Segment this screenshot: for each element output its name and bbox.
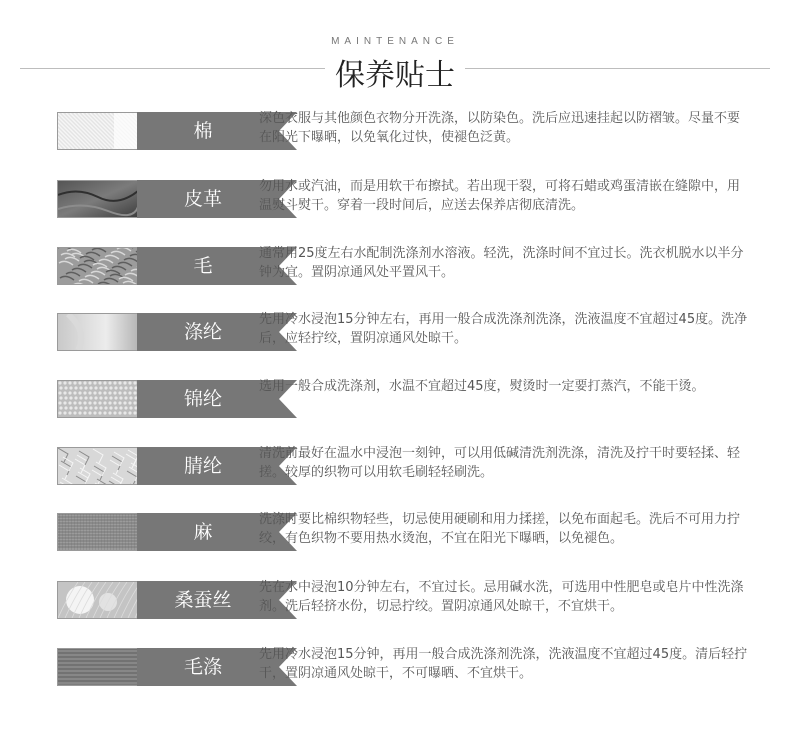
- care-item-linen: [57, 513, 757, 553]
- fabric-swatch-cotton: [57, 112, 139, 150]
- page-title: 保养贴士: [325, 58, 465, 93]
- fabric-swatch-acrylic: [57, 447, 139, 485]
- header-subtitle: MAINTENANCE: [331, 36, 459, 47]
- care-instructions: 勿用水或汽油，而是用软干布擦拭。若出现干裂，可将石蜡或鸡蛋清嵌在缝隙中，用温熨斗熨干。穿着一段时间后，应送去保养店彻底清洗。: [259, 179, 741, 213]
- fabric-swatch-polyester: [57, 313, 139, 351]
- care-instructions: 清洗前最好在温水中浸泡一刻钟，可以用低碱清洗剂洗涤，清洗及拧干时要轻揉、轻搓。较厚的织物可以用软毛刷轻轻刷洗。: [259, 446, 741, 480]
- care-instructions: 深色衣服与其他颜色衣物分开洗涤，以防染色。洗后应迅速挂起以防褶皱。尽量不要在阳光下曝晒，以免氧化过快，使褪色泛黄。: [259, 111, 741, 145]
- care-item-nylon: [57, 380, 757, 420]
- page-header: [0, 0, 790, 100]
- care-instructions: 先用冷水浸泡15分钟，再用一般合成洗涤剂洗涤，洗液温度不宜超过45度。清后轻拧干，置阴凉通风处晾干，不可曝晒、不宜烘干。: [259, 647, 748, 681]
- care-instructions: 选用一般合成洗涤剂，水温不宜超过45度，熨烫时一定要打蒸汽，不能干烫。: [259, 379, 705, 394]
- fabric-label: 桑蚕丝: [174, 589, 232, 611]
- fabric-swatch-wool: [57, 247, 139, 285]
- care-item-silk: [57, 581, 757, 621]
- fabric-swatch-leather: [57, 180, 139, 218]
- fabric-label: 腈纶: [183, 455, 222, 477]
- fabric-swatch-silk: [57, 581, 139, 619]
- care-item-polyester: [57, 313, 757, 353]
- fabric-label: 涤纶: [183, 321, 222, 343]
- fabric-label: 麻: [193, 521, 213, 543]
- care-item-wool-polyester: [57, 648, 757, 688]
- care-item-wool: [57, 247, 757, 287]
- fabric-label: 锦纶: [183, 388, 222, 410]
- fabric-swatch-wool-polyester: [57, 648, 139, 686]
- care-item-acrylic: [57, 447, 757, 487]
- care-instructions: 洗涤时要比棉织物轻些，切忌使用硬刷和用力揉搓，以免布面起毛。洗后不可用力拧绞，有色织物不要用热水烫泡，不宜在阳光下曝晒，以免褪色。: [259, 512, 741, 546]
- care-instructions: 先在水中浸泡10分钟左右，不宜过长。忌用碱水洗，可选用中性肥皂或皂片中性洗涤剂。洗后轻挤水份，切忌拧绞。置阴凉通风处晾干，不宜烘干。: [259, 580, 744, 614]
- care-item-leather: [57, 180, 757, 220]
- fabric-label: 棉: [193, 120, 213, 142]
- fabric-swatch-nylon: [57, 380, 139, 418]
- fabric-label: 皮革: [183, 188, 222, 210]
- fabric-label: 毛: [193, 255, 213, 277]
- fabric-label: 毛涤: [183, 656, 222, 678]
- fabric-swatch-linen: [57, 513, 139, 551]
- care-instructions: 通常用25度左右水配制洗涤剂水溶液。轻洗，洗涤时间不宜过长。洗衣机脱水以半分钟为宜。置阴凉通风处平置风干。: [259, 246, 744, 280]
- care-instructions: 先用冷水浸泡15分钟左右，再用一般合成洗涤剂洗涤，洗液温度不宜超过45度。洗净后，应轻拧绞，置阴凉通风处晾干。: [259, 312, 748, 346]
- care-item-cotton: [57, 112, 757, 152]
